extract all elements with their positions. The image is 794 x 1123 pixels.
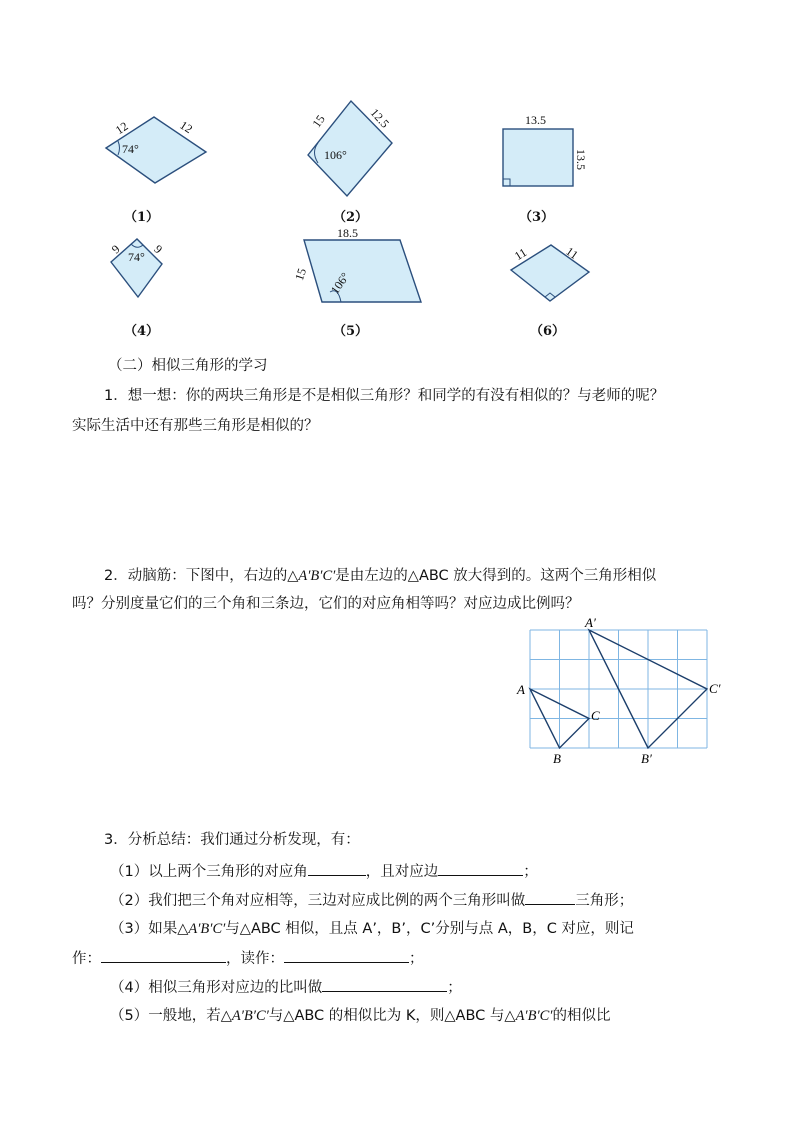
- figure-label-3: （3）: [519, 210, 555, 225]
- q3-item5-text-a: （5）一般地，若△: [110, 1008, 232, 1024]
- figure-3-square: [503, 129, 573, 186]
- q3-item5-text-c: 的相似比: [552, 1008, 611, 1024]
- fig5-side-top: 18.5: [337, 226, 358, 240]
- figure-label-5: （5）: [333, 324, 369, 339]
- question-1-line-1: 1．想一想：你的两块三角形是不是相似三角形？和同学的有没有相似的？与老师的呢？: [104, 388, 665, 404]
- answer-blank-4[interactable]: [101, 947, 226, 963]
- fig2-side-b: 12.5: [367, 105, 393, 131]
- q2-triangle-symbol: A′B′C′: [298, 568, 336, 584]
- q3-item1-text-b: ，且对应边: [365, 864, 439, 880]
- question-1-line-2: 实际生活中还有那些三角形是相似的？: [72, 418, 319, 434]
- fig4-angle: 74°: [128, 250, 145, 264]
- point-label-b: B: [553, 751, 561, 766]
- question-3-title: 3．分析总结：我们通过分析发现，有：: [104, 832, 360, 848]
- point-label-b-prime: B′: [641, 751, 652, 766]
- q3-item3-text-b: 与△ABC 相似，且点 A’，B’，C’分别与点 A，B，C 对应，则记: [225, 921, 634, 937]
- figure-label-2: （2）: [333, 210, 369, 225]
- quadrilateral-figures: [0, 0, 794, 345]
- point-label-a: A: [517, 682, 525, 697]
- answer-blank-6[interactable]: [322, 976, 447, 992]
- q3-item3-text-a: （3）如果△: [110, 921, 189, 937]
- fig6-side-b: 11: [563, 244, 581, 263]
- q2-text-post: 是由左边的△ABC 放大得到的。这两个三角形相似: [335, 568, 657, 584]
- q3-item5-text-b: 与△ABC 的相似比为 K，则△ABC 与△: [268, 1008, 516, 1024]
- question-2-line-2: 吗？分别度量它们的三个角和三条边，它们的对应角相等吗？对应边成比例吗？: [72, 596, 580, 612]
- point-label-a-prime: A′: [585, 615, 596, 630]
- q3-item-3: [110, 919, 634, 939]
- answer-blank-1[interactable]: [308, 860, 366, 876]
- figure-label-6: （6）: [530, 324, 566, 339]
- fig4-side-a: 9: [108, 241, 123, 257]
- answer-blank-5[interactable]: [284, 947, 409, 963]
- q3-item-2: [110, 889, 633, 911]
- fig2-angle: 106°: [324, 148, 347, 162]
- q3-item2-text-b: 三角形；: [575, 893, 634, 909]
- fig6-side-a: 11: [511, 245, 530, 264]
- fig1-side-b: 12: [177, 117, 196, 137]
- question-2-line-1: [104, 566, 656, 586]
- q3-item3-symbol: A′B′C′: [188, 921, 226, 937]
- q3-item5-symbol: A′B′C′: [231, 1008, 269, 1024]
- point-label-c-prime: C′: [709, 681, 721, 696]
- figure-label-1: （1）: [124, 210, 160, 225]
- figure-label-4: （4）: [124, 324, 160, 339]
- fig3-side-right: 13.5: [574, 149, 588, 170]
- q3-item3-text-e: ；: [409, 951, 424, 967]
- q3-item4-text-a: （4）相似三角形对应边的比叫做: [110, 980, 323, 996]
- q3-item-3-cont: [72, 947, 424, 969]
- q3-item-5: [110, 1006, 610, 1026]
- q2-text-pre: 2．动脑筋：下图中，右边的△: [104, 568, 299, 584]
- point-label-c: C: [591, 708, 600, 723]
- fig1-side-a: 12: [112, 118, 131, 138]
- figure-5-parallelogram: [304, 240, 421, 302]
- q3-item-4: [110, 976, 462, 998]
- q3-item-1: [110, 860, 538, 882]
- q3-item3-text-c: 作：: [72, 951, 101, 967]
- q3-item1-text-c: ；: [523, 864, 538, 880]
- fig5-angle: 106°: [327, 269, 353, 297]
- q3-item5-symbol-2: A′B′C′: [515, 1008, 553, 1024]
- fig4-side-b: 9: [151, 241, 166, 257]
- fig2-side-a: 15: [309, 112, 328, 131]
- q3-item4-text-b: ；: [447, 980, 462, 996]
- similar-triangles-grid-figure: [510, 610, 730, 770]
- answer-blank-3[interactable]: [525, 889, 575, 905]
- q3-item2-text-a: （2）我们把三个角对应相等，三边对应成比例的两个三角形叫做: [110, 893, 526, 909]
- answer-blank-2[interactable]: [438, 860, 523, 876]
- fig5-side-left: 15: [292, 266, 310, 283]
- q3-item3-text-d: ，读作：: [226, 951, 284, 967]
- fig3-side-top: 13.5: [525, 113, 546, 127]
- fig1-angle: 74°: [122, 142, 139, 156]
- section-heading: （二）相似三角形的学习: [108, 358, 268, 374]
- q3-item1-text-a: （1）以上两个三角形的对应角: [110, 864, 308, 880]
